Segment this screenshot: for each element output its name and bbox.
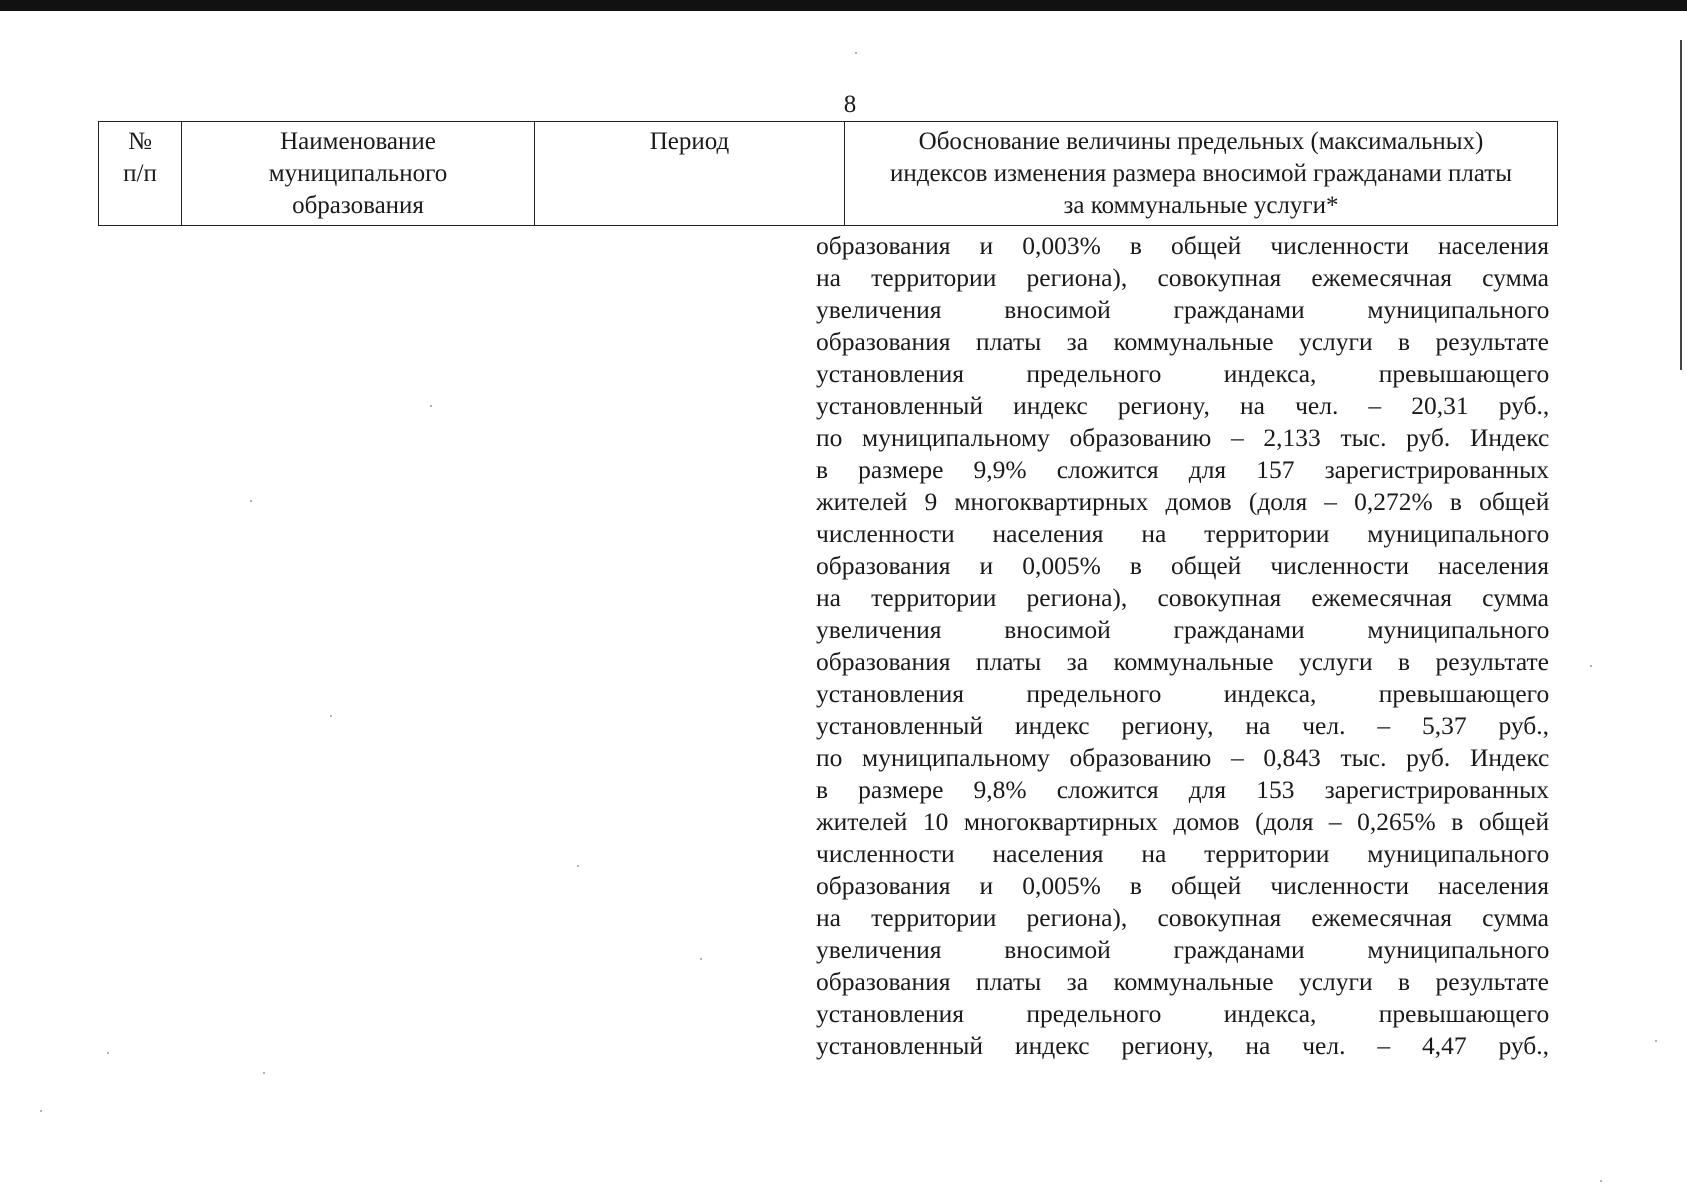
- header-number-line-2: п/п: [123, 160, 157, 187]
- text-line: по муниципальному образованию – 0,843 тыс. руб. Индекс: [816, 743, 1549, 772]
- text-line: образования платы за коммунальные услуги в результате: [816, 327, 1549, 356]
- scan-speck: [430, 405, 432, 407]
- text-line: установления предельного индекса, превышающего: [816, 679, 1549, 708]
- text-line: численности населения на территории муниципального: [816, 519, 1549, 548]
- header-period-line-1: Период: [649, 128, 730, 155]
- text-line: установленный индекс регионy, на чел. – 4,47 руб.,: [816, 1031, 1549, 1060]
- text-line: численности населения на территории муниципального: [816, 839, 1549, 868]
- text-line: увеличения вносимой гражданами муниципального: [816, 615, 1549, 644]
- scan-speck: [250, 500, 252, 502]
- scan-speck: [107, 1052, 109, 1054]
- header-municipality-line-2: муниципального: [268, 160, 448, 187]
- header-basis-line-2: индексов изменения размера вносимой гражданами платы: [889, 160, 1513, 187]
- text-line: на территории региона), совокупная ежемесячная сумма: [816, 263, 1549, 292]
- text-line: в размере 9,9% сложится для 157 зарегистрированных: [816, 455, 1549, 484]
- scan-speck: [330, 715, 332, 717]
- scan-speck: [855, 52, 857, 54]
- text-line: жителей 9 многоквартирных домов (доля – 0,272% в общей: [816, 487, 1549, 516]
- header-cell-municipality: [182, 122, 535, 226]
- header-number-line-1: №: [128, 128, 152, 155]
- text-line: образования и 0,005% в общей численности населения: [816, 551, 1549, 580]
- text-line: образования и 0,003% в общей численности населения: [816, 231, 1549, 260]
- header-cell-period: [535, 122, 845, 226]
- text-line: установленный индекс регионy, на чел. – 20,31 руб.,: [816, 391, 1549, 420]
- header-basis-line-3: за коммунальные услуги*: [1063, 192, 1339, 219]
- text-line: образования платы за коммунальные услуги в результате: [816, 647, 1549, 676]
- text-line: установления предельного индекса, превышающего: [816, 999, 1549, 1028]
- page-number: 8: [843, 91, 857, 118]
- scan-speck: [263, 1072, 265, 1074]
- text-line: образования платы за коммунальные услуги в результате: [816, 967, 1549, 996]
- text-line: в размере 9,8% сложится для 153 зарегистрированных: [816, 775, 1549, 804]
- scan-speck: [1590, 665, 1592, 667]
- header-cell-basis: [845, 122, 1558, 226]
- text-line: образования и 0,005% в общей численности населения: [816, 871, 1549, 900]
- text-line: жителей 10 многоквартирных домов (доля – 0,265% в общей: [816, 807, 1549, 836]
- header-row: [99, 122, 1558, 226]
- text-line: установления предельного индекса, превышающего: [816, 359, 1549, 388]
- text-line: увеличения вносимой гражданами муниципального: [816, 935, 1549, 964]
- scan-top-border: [0, 0, 1687, 11]
- basis-text-block: [816, 230, 1549, 1062]
- text-line: по муниципальному образованию – 2,133 тыс. руб. Индекс: [816, 423, 1549, 452]
- scan-speck: [700, 958, 702, 960]
- scan-speck: [40, 1110, 42, 1112]
- text-line: на территории региона), совокупная ежемесячная сумма: [816, 583, 1549, 612]
- header-cell-number: [99, 122, 182, 226]
- header-table: [98, 121, 1558, 226]
- scan-speck: [1655, 1040, 1657, 1042]
- text-line: на территории региона), совокупная ежемесячная сумма: [816, 903, 1549, 932]
- text-line: увеличения вносимой гражданами муниципального: [816, 295, 1549, 324]
- header-municipality-line-3: образования: [292, 192, 424, 219]
- text-line: установленный индекс регионy, на чел. – 5,37 руб.,: [816, 711, 1549, 740]
- scan-speck: [1600, 1180, 1602, 1182]
- header-municipality-line-1: Наименование: [280, 128, 436, 155]
- scan-speck: [577, 865, 579, 867]
- header-basis-line-1: Обоснование величины предельных (максимальных): [918, 128, 1484, 155]
